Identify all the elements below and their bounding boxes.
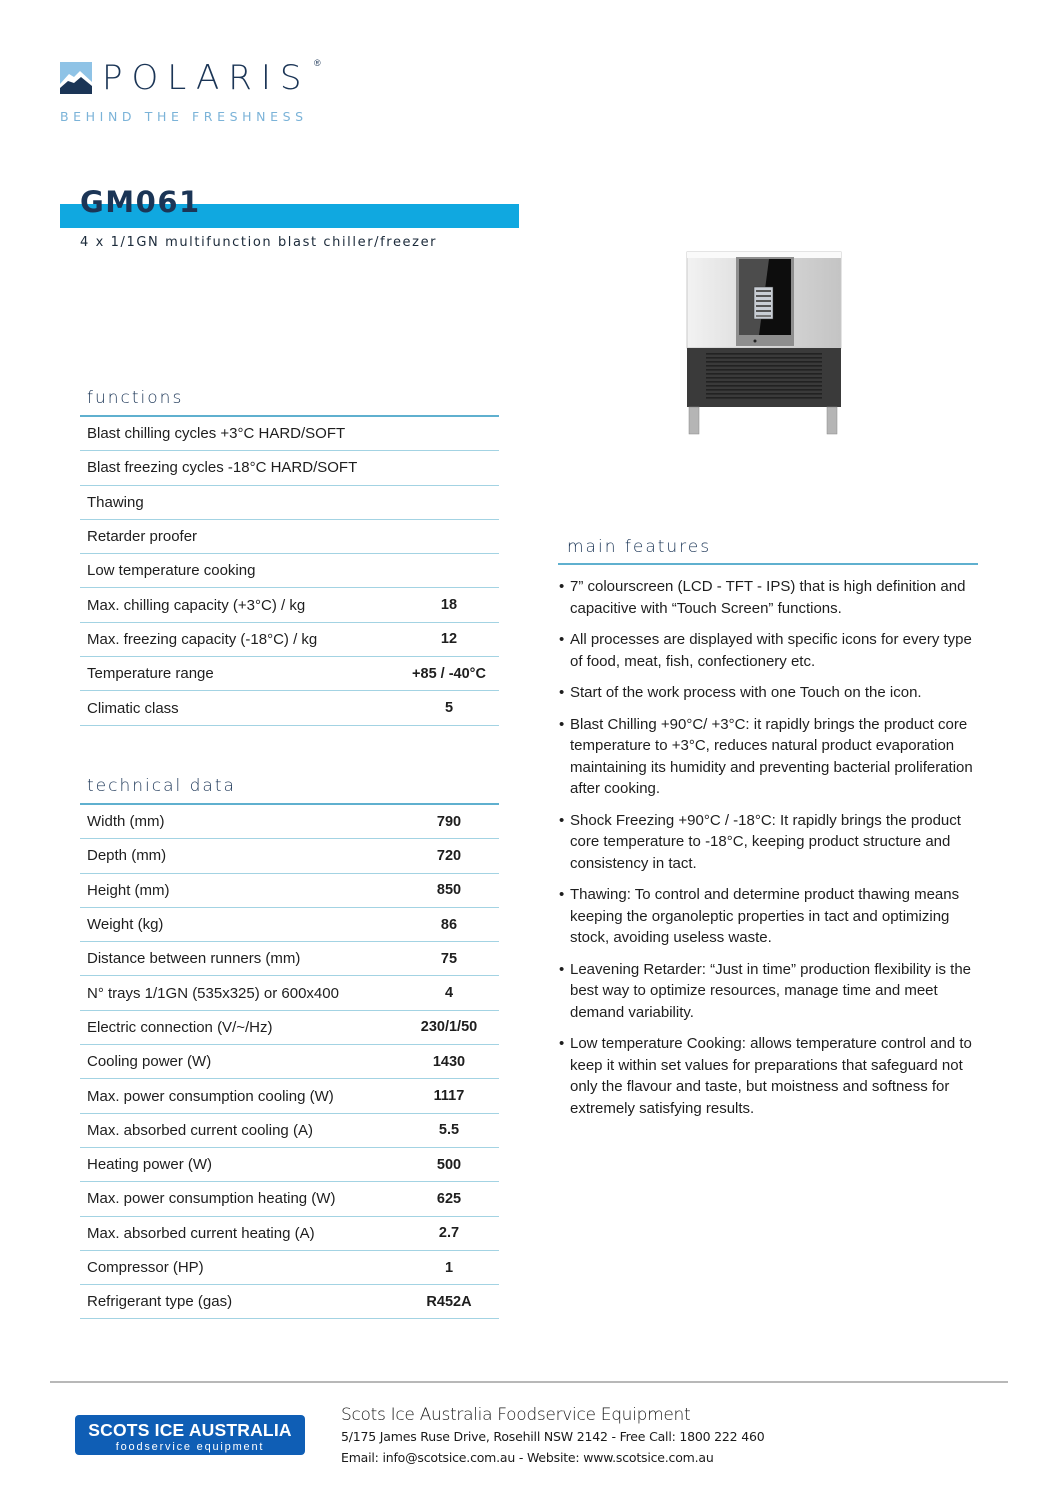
- mountain-logo-icon: [60, 62, 92, 94]
- table-row: [80, 554, 499, 588]
- feature-item: [558, 576, 978, 619]
- row-value: 850: [436, 882, 462, 899]
- feature-item: [558, 810, 978, 875]
- bullet-icon: •: [559, 578, 565, 595]
- row-label: Cooling power (W): [87, 1053, 212, 1071]
- table-row: [80, 1182, 499, 1216]
- main-features-heading: main features: [567, 537, 712, 557]
- row-label: Weight (kg): [87, 916, 164, 934]
- row-label: Max. absorbed current cooling (A): [87, 1121, 313, 1139]
- row-label: Depth (mm): [87, 847, 167, 865]
- row-label: Refrigerant type (gas): [87, 1293, 233, 1311]
- row-label: N° trays 1/1GN (535x325) or 600x400: [87, 984, 339, 1002]
- row-value: 75: [440, 950, 458, 967]
- bullet-icon: •: [559, 715, 565, 733]
- row-label: Blast freezing cycles -18°C HARD/SOFT: [87, 459, 358, 477]
- technical-data-heading: technical data: [87, 776, 236, 796]
- row-value: 86: [440, 916, 458, 933]
- row-value: 230/1/50: [420, 1019, 478, 1036]
- row-value: 2.7: [438, 1225, 460, 1242]
- table-row: [80, 976, 499, 1010]
- main-features-rule: [558, 563, 978, 565]
- row-label: Max. freezing capacity (-18°C) / kg: [87, 630, 318, 648]
- footer-address: 5/175 James Ruse Drive, Rosehill NSW 2142 - Free Call: 1800 222 460: [341, 1429, 765, 1444]
- footer-logo-main: SCOTS ICE AUSTRALIA: [88, 1420, 292, 1440]
- row-value: 1: [444, 1259, 454, 1276]
- table-row: [80, 908, 499, 942]
- row-label: Max. power consumption cooling (W): [87, 1087, 334, 1105]
- row-value: 4: [444, 985, 454, 1002]
- bullet-icon: •: [559, 811, 565, 829]
- row-label: Thawing: [87, 493, 144, 511]
- row-label: Width (mm): [87, 813, 165, 831]
- table-row: [80, 691, 499, 725]
- table-row: [80, 942, 499, 976]
- functions-table: [80, 417, 499, 726]
- table-row: [80, 486, 499, 520]
- table-row: [80, 623, 499, 657]
- product-description: 4 x 1/1GN multifunction blast chiller/freezer: [80, 235, 438, 250]
- feature-item: [558, 682, 978, 704]
- bullet-icon: •: [559, 960, 565, 978]
- row-label: Max. power consumption heating (W): [87, 1190, 336, 1208]
- feature-text: Leavening Retarder: “Just in time” production flexibility is the best way to optimize resources, manage time and meet demand variability.: [570, 960, 972, 1021]
- table-row: [80, 1079, 499, 1113]
- table-row: [80, 588, 499, 622]
- model-number: GM061: [80, 185, 201, 219]
- polaris-logo: [60, 58, 310, 98]
- table-row: [80, 874, 499, 908]
- row-value: 18: [440, 597, 458, 614]
- bullet-icon: •: [559, 684, 565, 701]
- row-value: 790: [436, 813, 462, 830]
- row-label: Heating power (W): [87, 1156, 213, 1174]
- row-label: Electric connection (V/~/Hz): [87, 1018, 273, 1036]
- row-value: 720: [436, 847, 462, 864]
- footer-divider: [50, 1381, 1008, 1383]
- row-value: 12: [440, 631, 458, 648]
- table-row: [80, 417, 499, 451]
- row-label: Blast chilling cycles +3°C HARD/SOFT: [87, 425, 346, 443]
- feature-item: [558, 959, 978, 1024]
- bullet-icon: •: [559, 1035, 565, 1052]
- footer-logo-sub: foodservice equipment: [115, 1441, 265, 1453]
- functions-heading: functions: [87, 388, 184, 408]
- scots-ice-logo: [75, 1415, 305, 1455]
- table-row: [80, 1251, 499, 1285]
- row-value: 1430: [432, 1053, 466, 1070]
- row-label: Height (mm): [87, 881, 170, 899]
- feature-text: Blast Chilling +90°C/ +3°C: it rapidly brings the product core temperature to +3°C, reduces natural product evaporation maintaining its humidity and preventing bacterial proliferation after cooking.: [570, 715, 973, 797]
- feature-text: 7” colourscreen (LCD - TFT - IPS) that is high definition and capacitive with “Touch Screen” functions.: [570, 578, 966, 617]
- brand-tagline: BEHIND THE FRESHNESS: [60, 109, 308, 124]
- feature-text: Start of the work process with one Touch on the icon.: [570, 684, 922, 701]
- table-row: [80, 520, 499, 554]
- row-label: Distance between runners (mm): [87, 950, 301, 968]
- feature-text: All processes are displayed with specific icons for every type of food, meat, fish, confectionery etc.: [570, 631, 972, 670]
- bullet-icon: •: [559, 886, 565, 903]
- brand-name: POLARIS: [102, 58, 311, 98]
- table-row: [80, 1011, 499, 1045]
- table-row: [80, 1217, 499, 1251]
- table-row: [80, 1114, 499, 1148]
- feature-text: Low temperature Cooking: allows temperature control and to keep it within set values for preparations that safeguard not only the flavour and taste, but moistness and softness for extremely satisfying results.: [570, 1035, 972, 1117]
- feature-text: Thawing: To control and determine product thawing means keeping the organoleptic properties in tact and optimizing stock, avoiding useless waste.: [570, 886, 960, 946]
- table-row: [80, 839, 499, 873]
- row-label: Climatic class: [87, 699, 179, 717]
- feature-text: Shock Freezing +90°C / -18°C: It rapidly brings the product core temperature to -18°C, keeping product structure and consistency in tact.: [570, 811, 961, 872]
- footer-company-name: Scots Ice Australia Foodservice Equipment: [341, 1405, 691, 1425]
- technical-data-table: [80, 805, 499, 1319]
- bullet-icon: •: [559, 631, 565, 648]
- product-image: [684, 250, 844, 436]
- row-value: +85 / -40°C: [412, 665, 486, 682]
- table-row: [80, 451, 499, 485]
- registered-mark: ®: [314, 58, 321, 68]
- row-label: Low temperature cooking: [87, 562, 256, 580]
- row-value: 5.5: [438, 1122, 460, 1139]
- row-label: Temperature range: [87, 665, 214, 683]
- row-label: Retarder proofer: [87, 528, 198, 546]
- footer-contact: Email: info@scotsice.com.au - Website: www.scotsice.com.au: [341, 1450, 714, 1465]
- table-row: [80, 657, 499, 691]
- feature-item: [558, 1033, 978, 1119]
- feature-item: [558, 629, 978, 672]
- row-label: Compressor (HP): [87, 1259, 204, 1276]
- row-value: 1117: [433, 1088, 465, 1105]
- row-value: 625: [436, 1190, 462, 1207]
- row-value: 500: [436, 1156, 462, 1173]
- table-row: [80, 805, 499, 839]
- row-label: Max. chilling capacity (+3°C) / kg: [87, 596, 306, 614]
- feature-item: [558, 884, 978, 949]
- row-value: 5: [444, 700, 454, 717]
- table-row: [80, 1148, 499, 1182]
- feature-item: [558, 714, 978, 800]
- table-row: [80, 1045, 499, 1079]
- table-row: [80, 1285, 499, 1319]
- row-label: Max. absorbed current heating (A): [87, 1224, 315, 1242]
- row-value: R452A: [426, 1293, 472, 1310]
- main-features-list: [558, 576, 978, 1129]
